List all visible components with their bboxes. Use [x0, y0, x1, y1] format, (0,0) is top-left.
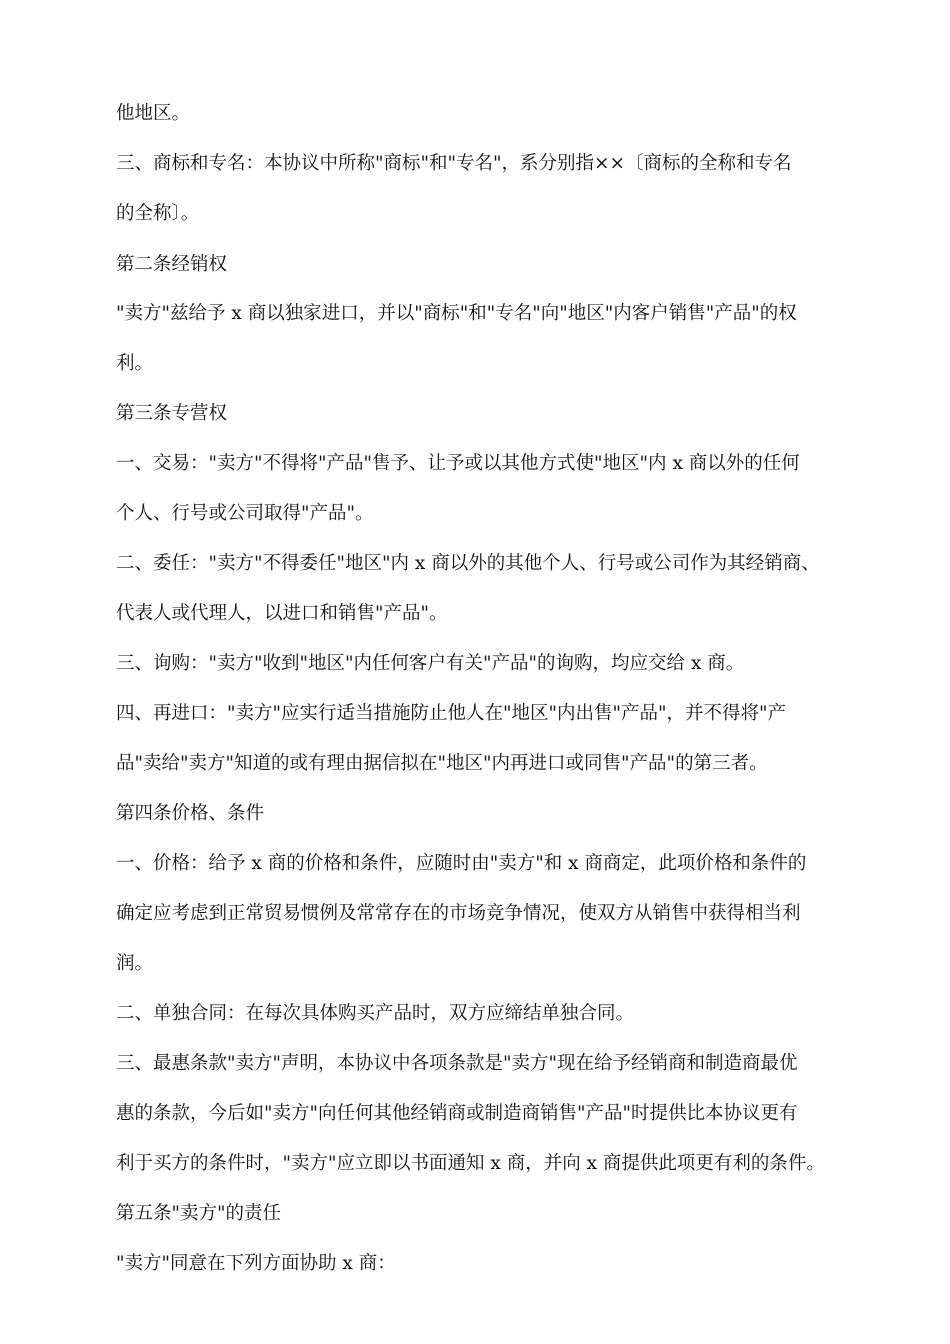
- section-heading: 第三条专营权: [116, 403, 228, 424]
- text-line: 四、再进口："卖方"应实行适当措施防止他人在"地区"内出售"产品"，并不得将"产: [116, 703, 787, 724]
- text-line: 代表人或代理人，以进口和销售"产品"。: [116, 603, 448, 624]
- section-heading: 第四条价格、条件: [116, 803, 265, 824]
- text-line: 利于买方的条件时，"卖方"应立即以书面通知 x 商，并向 x 商提供此项更有利的条件。: [116, 1153, 825, 1174]
- text-line: 三、询购："卖方"收到"地区"内任何客户有关"产品"的询购，均应交给 x 商。: [116, 653, 745, 674]
- text-line: 三、商标和专名：本协议中所称"商标"和"专名"，系分别指××〔商标的全称和专名: [116, 153, 792, 174]
- text-line: 二、委任："卖方"不得委任"地区"内 x 商以外的其他个人、行号或公司作为其经销商、: [116, 553, 820, 574]
- text-line: 利。: [116, 353, 154, 374]
- text-line: 三、最惠条款"卖方"声明，本协议中各项条款是"卖方"现在给予经销商和制造商最优: [116, 1053, 798, 1074]
- text-line: 二、单独合同：在每次具体购买产品时，双方应缔结单独合同。: [116, 1003, 635, 1024]
- text-line: 的全称〕。: [116, 203, 200, 224]
- text-line: 他地区。: [116, 103, 191, 124]
- text-line: "卖方"同意在下列方面协助 x 商：: [116, 1253, 396, 1274]
- text-line: 一、交易："卖方"不得将"产品"售予、让予或以其他方式使"地区"内 x 商以外的任何: [116, 453, 800, 474]
- text-line: 品"卖给"卖方"知道的或有理由据信拟在"地区"内再进口或同售"产品"的第三者。: [116, 753, 768, 774]
- section-heading: 第二条经销权: [116, 254, 228, 275]
- text-line: 确定应考虑到正常贸易惯例及常常存在的市场竞争情况，使双方从销售中获得相当利: [116, 903, 801, 924]
- text-line: 个人、行号或公司取得"产品"。: [116, 503, 374, 524]
- text-line: 惠的条款，今后如"卖方"向任何其他经销商或制造商销售"产品"时提供比本协议更有: [116, 1103, 798, 1124]
- text-line: 一、价格：给予 x 商的价格和条件，应随时由"卖方"和 x 商商定，此项价格和条件的: [116, 853, 807, 874]
- section-heading: 第五条"卖方"的责任: [116, 1203, 282, 1224]
- text-line: "卖方"兹给予 x 商以独家进口，并以"商标"和"专名"向"地区"内客户销售"产品"的权: [116, 303, 797, 324]
- text-line: 润。: [116, 953, 154, 974]
